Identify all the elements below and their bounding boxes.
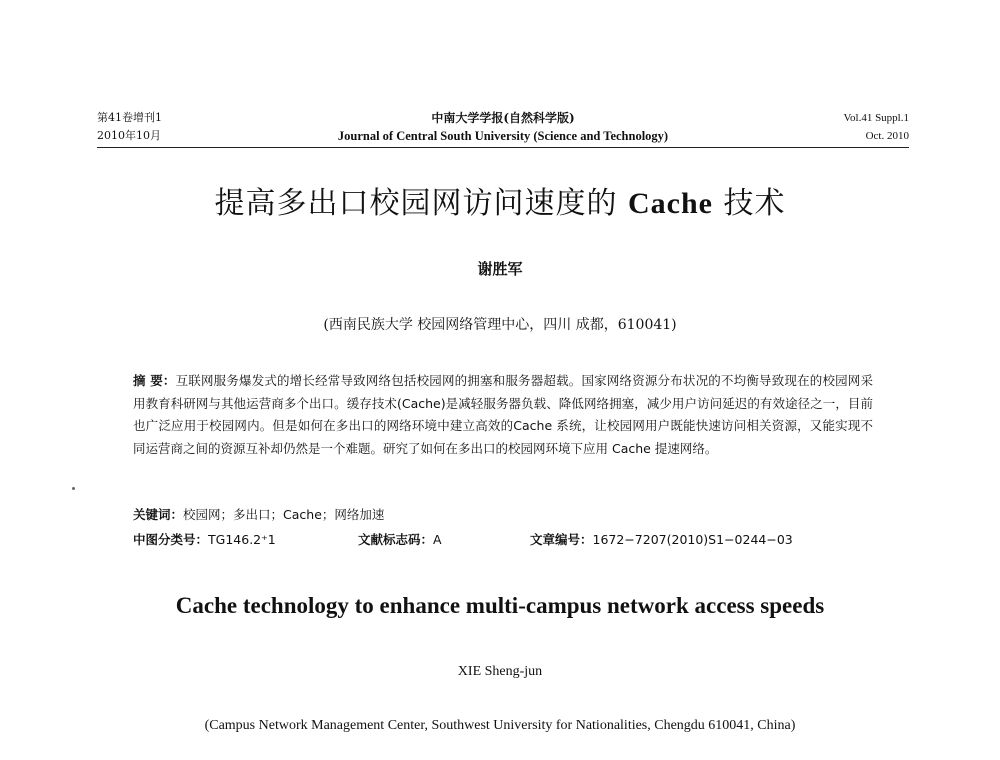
author-en: XIE Sheng-jun	[457, 664, 543, 679]
title-cn-part1: 提高多出口校园网访问速度的	[214, 186, 618, 221]
affiliation-en: (Campus Network Management Center, Southwest University for Nationalities, Chengdu 610041, China)	[204, 718, 796, 733]
date-label-en: Oct. 2010	[865, 130, 909, 142]
paper-title-cn	[0, 184, 1000, 224]
margin-dot	[72, 487, 75, 490]
volume-info-en	[843, 109, 909, 145]
title-cn-latin: Cache	[628, 187, 713, 220]
keywords-label: 关键词：	[133, 507, 184, 522]
header-rule	[97, 147, 909, 148]
title-cn-part2: 技术	[723, 186, 786, 221]
keywords-cn	[133, 505, 873, 525]
abstract-text: 互联网服务爆发式的增长经常导致网络包括校园网的拥塞和服务器超载。国家网络资源分布状况的不均衡导致现在的校园网采用教育科研网与其他运营商多个出口。缓存技术(Cache)是减轻服务器负载、降低网络拥塞，减少用户访问延迟的有效途径之一，目前也广泛应用于校园网内。但是如何在多出口的网络环境中建立高效的Cache 系统，让校园网用户既能快速访问相关资源，又能实现不同运营商之间的资源互补却仍然是一个难题。研究了如何在多出口的校园网环境下应用 Cache 提速网络。	[133, 373, 873, 456]
journal-name-cn: 中南大学学报(自然科学版)	[431, 111, 575, 125]
journal-name-en: Journal of Central South University (Science and Technology)	[337, 129, 669, 143]
volume-label-en: Vol.41 Suppl.1	[843, 112, 909, 124]
doc-code-value: A	[433, 532, 442, 547]
article-no-value: 1672−7207(2010)S1−0244−03	[592, 532, 793, 547]
running-header	[97, 109, 909, 149]
doc-code-label: 文献标志码：	[358, 532, 434, 547]
document-code	[358, 530, 442, 550]
affiliation-cn: (西南民族大学 校园网络管理中心，四川 成都，610041)	[323, 317, 677, 333]
keywords-text: 校园网；多出口；Cache；网络加速	[183, 507, 385, 522]
author-cn: 谢胜军	[477, 260, 523, 278]
abstract-label: 摘 要：	[133, 373, 176, 388]
abstract-cn	[133, 370, 873, 460]
paper-title-en: Cache technology to enhance multi-campus network access speeds	[175, 593, 825, 618]
clc-value: TG146.2⁺1	[208, 532, 276, 547]
volume-label: 第41卷增刊1	[97, 111, 162, 124]
article-number	[530, 530, 793, 550]
date-label: 2010年10月	[97, 129, 161, 142]
clc-number	[133, 530, 276, 550]
clc-label: 中图分类号：	[133, 532, 209, 547]
journal-name	[97, 109, 909, 145]
article-no-label: 文章编号：	[530, 532, 593, 547]
